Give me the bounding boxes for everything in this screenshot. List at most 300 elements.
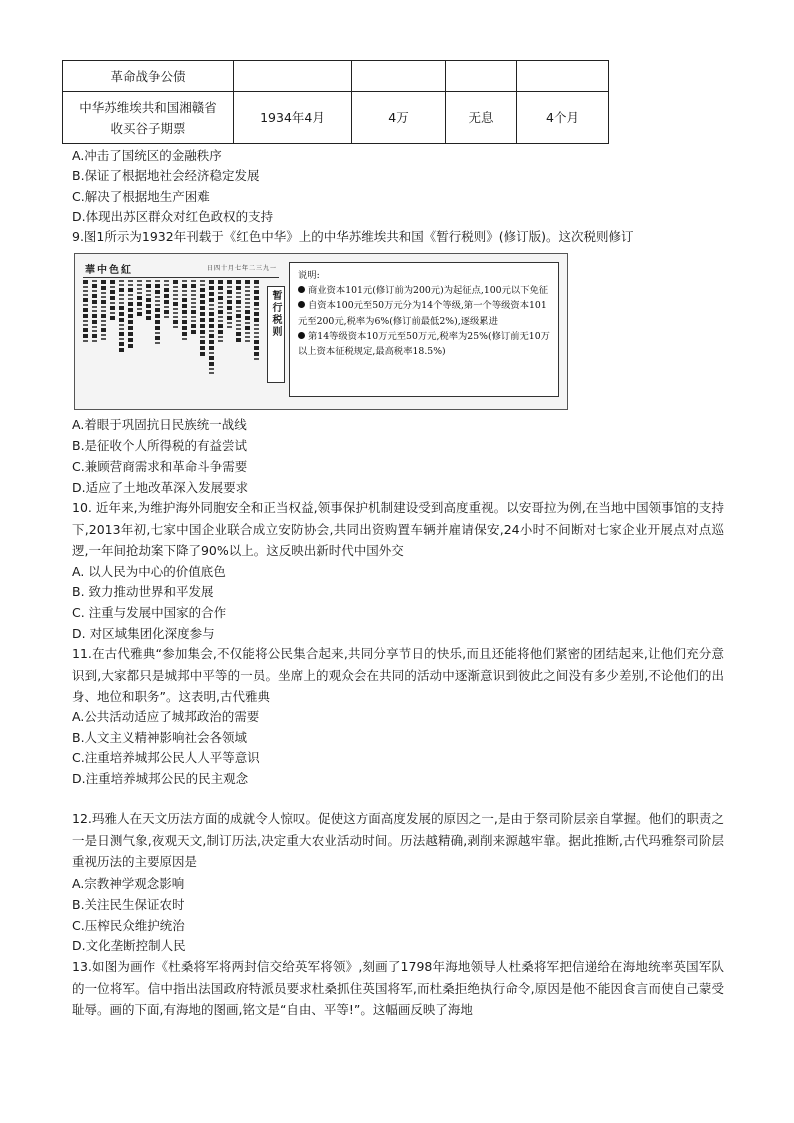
- print-mark: [119, 280, 124, 282]
- print-mark: [245, 310, 250, 314]
- print-mark: [110, 312, 115, 314]
- print-mark: [254, 286, 259, 288]
- print-mark: [164, 294, 169, 298]
- print-mark: [83, 328, 88, 332]
- print-mark: [182, 326, 187, 330]
- print-mark: [236, 320, 241, 322]
- print-mark: [101, 286, 106, 290]
- q9-option-a: A.着眼于巩固抗日民族统一战线: [72, 417, 247, 432]
- newspaper-column: [128, 280, 133, 350]
- newspaper-column: [101, 280, 106, 342]
- print-mark: [191, 294, 196, 296]
- print-mark: [236, 306, 241, 308]
- print-mark: [146, 304, 151, 308]
- explanation-text: 第14等级资本10万元至50万元,税率为25%(修订前无10万以上资本征税规定,最高税率18.5%): [298, 330, 550, 358]
- print-mark: [119, 294, 124, 296]
- print-mark: [182, 316, 187, 318]
- print-mark: [254, 340, 259, 344]
- print-mark: [209, 308, 214, 310]
- bond-date-cell: [234, 61, 352, 92]
- table-row: [63, 61, 609, 92]
- q10-option-b: B. 致力推动世界和平发展: [72, 584, 214, 599]
- print-mark: [92, 284, 97, 288]
- q12-option-a: A.宗教神学观念影响: [72, 876, 185, 891]
- print-mark: [227, 312, 232, 314]
- table-row: [63, 92, 609, 144]
- print-mark: [137, 312, 142, 316]
- print-mark: [119, 306, 124, 310]
- print-mark: [119, 324, 124, 326]
- q9-option-b: B.是征收个人所得税的有益尝试: [72, 438, 248, 453]
- print-mark: [83, 308, 88, 312]
- print-mark: [128, 344, 133, 348]
- print-mark: [200, 306, 205, 310]
- print-mark: [110, 290, 115, 294]
- newspaper-column: [92, 280, 97, 344]
- print-mark: [92, 330, 97, 332]
- print-mark: [236, 328, 241, 330]
- print-mark: [191, 320, 196, 322]
- print-mark: [83, 298, 88, 302]
- print-mark: [146, 280, 151, 282]
- print-mark: [182, 310, 187, 314]
- print-mark: [200, 330, 205, 334]
- print-mark: [173, 302, 178, 306]
- print-mark: [101, 292, 106, 294]
- q10-option-c: C. 注重与发展中国家的合作: [72, 605, 227, 620]
- print-mark: [128, 302, 133, 306]
- print-mark: [200, 340, 205, 344]
- bullet-icon: [298, 286, 305, 293]
- print-mark: [245, 326, 250, 330]
- print-mark: [245, 336, 250, 338]
- print-mark: [128, 288, 133, 292]
- print-mark: [173, 316, 178, 318]
- print-mark: [92, 340, 97, 342]
- explanation-label: 说明:: [298, 270, 320, 281]
- bond-interest-cell: 无息: [446, 92, 517, 144]
- print-mark: [137, 284, 142, 286]
- newspaper-column: [245, 280, 250, 344]
- print-mark: [227, 280, 232, 284]
- q8-option-d: D.体现出苏区群众对红色政权的支持: [72, 209, 274, 224]
- q12-option-b: B.关注民生保证农时: [72, 897, 185, 912]
- print-mark: [146, 310, 151, 314]
- print-mark: [92, 310, 97, 312]
- print-mark: [218, 292, 223, 294]
- print-mark: [101, 280, 106, 284]
- q10-stem: 10. 近年来,为维护海外同胞安全和正当权益,领事保护机制建设受到高度重视。以安哥拉为例,在当地中国领事馆的支持下,2013年初,七家中国企业联合成立安防协会,共同出资购置车辆并雇请保安,24小时不间断对七家企业开展点对点巡逻,一年间抢劫案下降了90%以上。这反映出新时代中国外交: [72, 500, 724, 558]
- newspaper-column: [218, 280, 223, 344]
- print-mark: [182, 284, 187, 288]
- print-mark: [245, 322, 250, 324]
- explanation-item: [298, 283, 554, 298]
- print-mark: [254, 358, 259, 360]
- print-mark: [209, 280, 214, 284]
- print-mark: [146, 290, 151, 292]
- print-mark: [191, 310, 196, 314]
- print-mark: [209, 372, 214, 374]
- q12-option-d: D.文化垄断控制人民: [72, 938, 186, 953]
- print-mark: [119, 284, 124, 286]
- newspaper-column: [209, 280, 214, 376]
- newspaper-column: [83, 280, 88, 344]
- print-mark: [101, 306, 106, 308]
- print-mark: [218, 330, 223, 334]
- q10-option-a: A. 以人民为中心的价值底色: [72, 564, 226, 579]
- print-mark: [236, 324, 241, 326]
- print-mark: [254, 328, 259, 330]
- print-mark: [119, 302, 124, 304]
- print-mark: [83, 314, 88, 318]
- print-mark: [200, 346, 205, 350]
- print-mark: [209, 286, 214, 290]
- print-mark: [209, 292, 214, 296]
- vertical-title: 暂行税则: [270, 290, 281, 338]
- newspaper-column: [191, 280, 196, 336]
- print-mark: [146, 284, 151, 288]
- q8-option-a: A.冲击了国统区的金融秩序: [72, 148, 222, 163]
- print-mark: [128, 320, 133, 324]
- print-mark: [200, 280, 205, 282]
- print-mark: [227, 316, 232, 320]
- print-mark: [236, 280, 241, 284]
- print-mark: [164, 280, 169, 282]
- print-mark: [209, 312, 214, 316]
- print-mark: [254, 352, 259, 356]
- print-mark: [236, 292, 241, 294]
- print-mark: [83, 290, 88, 292]
- print-mark: [236, 332, 241, 336]
- bond-interest-cell: [446, 61, 517, 92]
- q8-option-c: C.解决了根据地生产困难: [72, 189, 210, 204]
- print-mark: [164, 310, 169, 314]
- print-mark: [137, 302, 142, 306]
- print-mark: [155, 332, 160, 334]
- bond-name-line: 中华苏维埃共和国湘赣省: [79, 99, 217, 115]
- print-mark: [209, 334, 214, 338]
- print-mark: [200, 336, 205, 338]
- vertical-title-box: [267, 286, 285, 383]
- print-mark: [119, 312, 124, 316]
- q11-option-c: C.注重培养城邦公民人人平等意识: [72, 750, 260, 765]
- newspaper-column: [164, 280, 169, 320]
- print-mark: [209, 304, 214, 306]
- print-mark: [101, 338, 106, 340]
- print-mark: [227, 296, 232, 298]
- print-mark: [254, 308, 259, 310]
- newspaper-column: [146, 280, 151, 322]
- print-mark: [182, 294, 187, 296]
- print-mark: [146, 316, 151, 320]
- print-mark: [83, 324, 88, 326]
- print-mark: [155, 284, 160, 288]
- newspaper-masthead: [83, 261, 279, 278]
- print-mark: [128, 308, 133, 312]
- print-mark: [173, 312, 178, 314]
- print-mark: [200, 300, 205, 304]
- print-mark: [227, 326, 232, 328]
- newspaper-column: [236, 280, 241, 344]
- newspaper-column: [110, 280, 115, 322]
- print-mark: [200, 284, 205, 286]
- print-mark: [110, 296, 115, 300]
- print-mark: [254, 324, 259, 326]
- newspaper-column: [182, 280, 187, 342]
- print-mark: [200, 312, 205, 316]
- print-mark: [218, 320, 223, 322]
- print-mark: [101, 328, 106, 332]
- print-mark: [191, 280, 196, 282]
- explanation-item: [298, 329, 554, 359]
- print-mark: [155, 300, 160, 302]
- print-mark: [254, 312, 259, 316]
- print-mark: [218, 324, 223, 328]
- print-mark: [218, 296, 223, 300]
- print-mark: [128, 294, 133, 296]
- print-mark: [83, 304, 88, 306]
- print-mark: [83, 286, 88, 288]
- explanation-item: [298, 298, 554, 328]
- print-mark: [101, 314, 106, 318]
- print-mark: [137, 288, 142, 290]
- bond-amount-cell: [352, 61, 446, 92]
- print-mark: [245, 302, 250, 304]
- print-mark: [191, 316, 196, 318]
- print-mark: [236, 338, 241, 342]
- bullet-icon: [298, 301, 305, 308]
- print-mark: [182, 332, 187, 336]
- print-mark: [83, 280, 88, 284]
- print-mark: [164, 284, 169, 286]
- print-mark: [209, 324, 214, 328]
- print-mark: [245, 294, 250, 296]
- print-mark: [164, 306, 169, 308]
- q12-stem: 12.玛雅人在天文历法方面的成就令人惊叹。促使这方面高度发展的原因之一,是由于祭司阶层亲自掌握。他们的职责之一是日测气象,夜观天文,制订历法,决定重大农业活动时间。历法越精确,剥削来源越牢靠。据此推断,古代玛雅祭司阶层重视历法的主要原因是: [72, 811, 724, 869]
- print-mark: [128, 284, 133, 286]
- print-mark: [227, 306, 232, 310]
- print-mark: [92, 326, 97, 328]
- print-mark: [173, 280, 178, 284]
- print-mark: [254, 318, 259, 322]
- print-mark: [209, 368, 214, 370]
- print-mark: [200, 288, 205, 292]
- print-mark: [191, 290, 196, 292]
- print-mark: [173, 286, 178, 288]
- print-mark: [218, 286, 223, 290]
- print-mark: [218, 310, 223, 314]
- print-mark: [245, 316, 250, 320]
- q10-option-d: D. 对区域集团化深度参与: [72, 626, 215, 641]
- print-mark: [101, 320, 106, 322]
- newspaper-column: [227, 280, 232, 330]
- print-mark: [173, 326, 178, 328]
- print-mark: [200, 324, 205, 328]
- print-mark: [182, 304, 187, 308]
- print-mark: [128, 314, 133, 318]
- print-mark: [245, 332, 250, 334]
- print-mark: [209, 298, 214, 302]
- print-mark: [209, 346, 214, 350]
- newspaper-text-columns: [83, 280, 263, 398]
- print-mark: [110, 286, 115, 288]
- print-mark: [227, 300, 232, 304]
- bullet-icon: [298, 332, 305, 339]
- print-mark: [236, 310, 241, 312]
- print-mark: [245, 290, 250, 292]
- print-mark: [92, 320, 97, 324]
- print-mark: [92, 300, 97, 304]
- print-mark: [191, 324, 196, 328]
- print-mark: [173, 298, 178, 300]
- print-mark: [245, 280, 250, 284]
- bond-term-cell: [517, 61, 609, 92]
- print-mark: [254, 346, 259, 350]
- newspaper-column: [155, 280, 160, 346]
- print-mark: [155, 326, 160, 330]
- q9-stem: 9.图1所示为1932年刊载于《红色中华》上的中华苏维埃共和国《暂行税则》(修订版)。这次税则修订: [72, 229, 634, 244]
- print-mark: [101, 334, 106, 336]
- print-mark: [146, 298, 151, 302]
- print-mark: [110, 306, 115, 310]
- print-mark: [155, 336, 160, 340]
- q13-stem: 13.如图为画作《杜桑将军将两封信交给英军将领》,刻画了1798年海地领导人杜桑将军把信递给在海地统率英国军队的一位将军。信中指出法国政府特派员要求杜桑抓住英国将军,而杜桑拒绝执行命令,原因是他不能因食言而使自己蒙受耻辱。画的下面,有海地的图画,铭文是“自由、平等!”。这幅画反映了海地: [72, 959, 724, 1017]
- q11-option-b: B.人文主义精神影响社会各领域: [72, 730, 248, 745]
- print-mark: [218, 306, 223, 308]
- newspaper-column: [137, 280, 142, 318]
- print-mark: [83, 334, 88, 338]
- print-mark: [182, 290, 187, 292]
- print-mark: [254, 336, 259, 338]
- print-mark: [245, 298, 250, 300]
- print-mark: [200, 294, 205, 298]
- print-mark: [155, 314, 160, 318]
- print-mark: [155, 320, 160, 324]
- print-mark: [191, 330, 196, 334]
- bond-table: [62, 60, 609, 144]
- print-mark: [236, 300, 241, 304]
- print-mark: [92, 334, 97, 338]
- print-mark: [128, 338, 133, 342]
- print-mark: [101, 310, 106, 312]
- print-mark: [173, 320, 178, 324]
- print-mark: [119, 342, 124, 346]
- print-mark: [101, 296, 106, 298]
- print-mark: [200, 352, 205, 356]
- bond-name-cell: 革命战争公债: [63, 61, 234, 92]
- print-mark: [92, 314, 97, 318]
- newspaper-column: [173, 280, 178, 330]
- q11-stem: 11.在古代雅典“参加集会,不仅能将公民集合起来,共同分享节日的快乐,而且还能将他们紧密的团结起来,让他们充分意识到,大家都只是城邦中平等的一员。坐席上的观众会在共同的活动中逐渐意识到彼此之间没有多少差别,不论他们的出身、地位和职务”。这表明,古代雅典: [72, 646, 724, 704]
- print-mark: [110, 302, 115, 304]
- print-mark: [227, 322, 232, 324]
- print-mark: [191, 302, 196, 304]
- print-mark: [137, 296, 142, 300]
- figure-explanation-box: [289, 262, 559, 397]
- print-mark: [254, 280, 259, 284]
- q9-option-c: C.兼顾营商需求和革命斗争需要: [72, 459, 248, 474]
- print-mark: [164, 300, 169, 304]
- print-mark: [236, 286, 241, 290]
- print-mark: [137, 308, 142, 310]
- print-mark: [173, 308, 178, 310]
- print-mark: [182, 338, 187, 340]
- print-mark: [119, 332, 124, 336]
- print-mark: [128, 298, 133, 300]
- bond-date-cell: 1934年4月: [234, 92, 352, 144]
- print-mark: [218, 316, 223, 318]
- newspaper-page-image: [79, 258, 279, 403]
- print-mark: [119, 318, 124, 322]
- print-mark: [128, 332, 133, 336]
- print-mark: [155, 342, 160, 344]
- q11-option-d: D.注重培养城邦公民的民主观念: [72, 771, 249, 786]
- print-mark: [83, 294, 88, 296]
- q8-option-b: B.保证了根据地社会经济稳定发展: [72, 168, 260, 183]
- print-mark: [83, 320, 88, 322]
- print-mark: [137, 292, 142, 294]
- print-mark: [245, 286, 250, 288]
- print-mark: [254, 332, 259, 334]
- print-mark: [137, 280, 142, 282]
- bond-name-line: 收买谷子期票: [110, 120, 186, 136]
- print-mark: [164, 288, 169, 292]
- print-mark: [128, 280, 133, 282]
- print-mark: [173, 294, 178, 296]
- print-mark: [191, 306, 196, 308]
- print-mark: [209, 356, 214, 360]
- print-mark: [110, 316, 115, 320]
- print-mark: [209, 340, 214, 344]
- print-mark: [245, 340, 250, 342]
- print-mark: [209, 330, 214, 332]
- print-mark: [101, 324, 106, 326]
- print-mark: [227, 286, 232, 288]
- print-mark: [218, 336, 223, 338]
- print-mark: [155, 304, 160, 306]
- print-mark: [119, 288, 124, 292]
- q11-option-a: A.公共活动适应了城邦政治的需要: [72, 709, 260, 724]
- print-mark: [119, 328, 124, 330]
- print-mark: [119, 338, 124, 340]
- explanation-text: 商业资本101元(修订前为200元)为起征点,100元以下免征: [308, 285, 549, 297]
- print-mark: [209, 362, 214, 366]
- print-mark: [155, 280, 160, 282]
- print-mark: [245, 306, 250, 308]
- print-mark: [218, 340, 223, 342]
- newspaper-column: [119, 280, 124, 354]
- print-mark: [254, 290, 259, 294]
- print-mark: [83, 340, 88, 342]
- print-mark: [254, 296, 259, 300]
- print-mark: [146, 294, 151, 296]
- print-mark: [92, 306, 97, 308]
- q9-option-d: D.适应了土地改革深入发展要求: [72, 480, 249, 495]
- newspaper-column: [254, 280, 259, 362]
- print-mark: [110, 280, 115, 284]
- print-mark: [182, 280, 187, 282]
- print-mark: [182, 320, 187, 324]
- print-mark: [209, 318, 214, 322]
- print-mark: [164, 316, 169, 318]
- newspaper-column: [200, 280, 205, 358]
- print-mark: [200, 318, 205, 322]
- print-mark: [218, 280, 223, 284]
- print-mark: [236, 314, 241, 318]
- print-mark: [182, 298, 187, 302]
- bond-amount-cell: 4万: [352, 92, 446, 144]
- print-mark: [191, 284, 196, 288]
